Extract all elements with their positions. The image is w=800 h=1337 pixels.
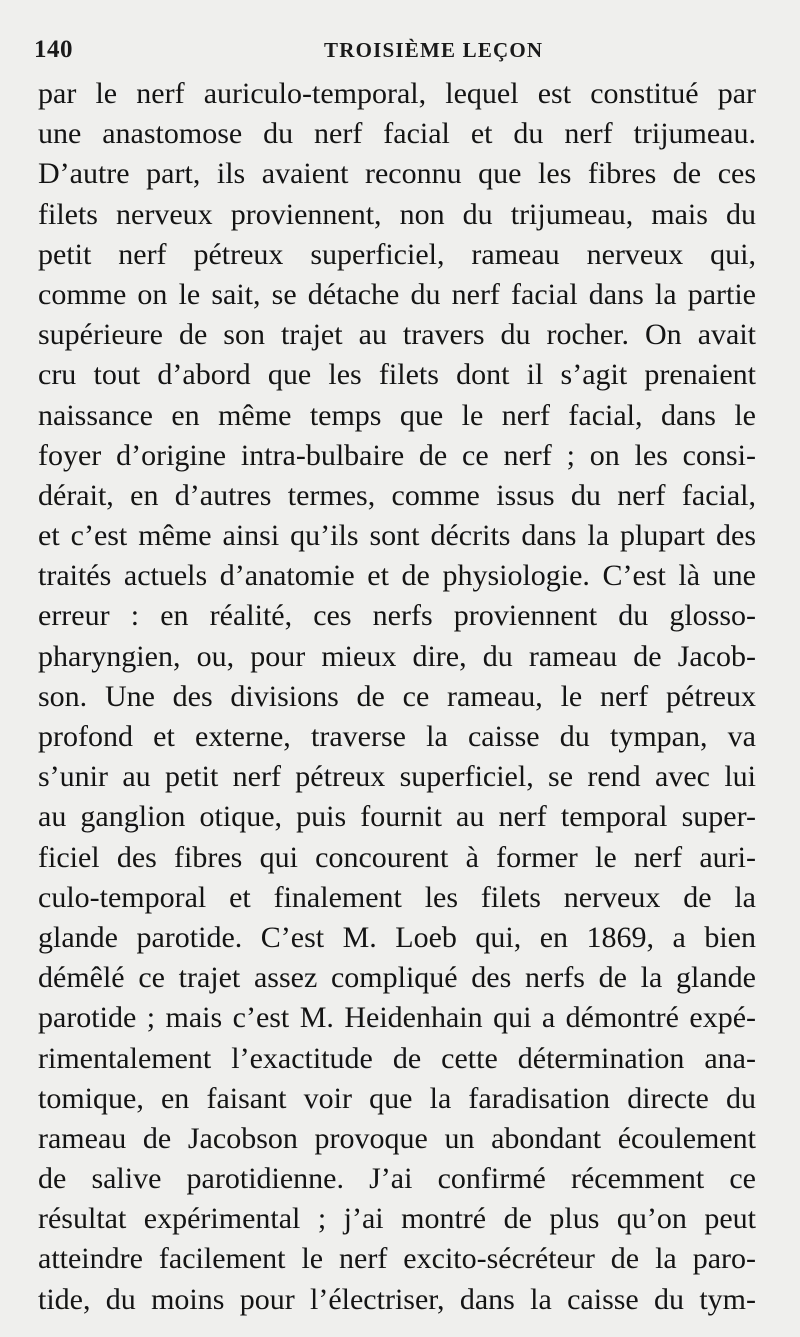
text-line: supérieure de son trajet au travers du rocher. On avait xyxy=(38,318,756,352)
text-line: profond et externe, traverse la caisse du tympan, va xyxy=(38,720,756,753)
page-number: 140 xyxy=(34,36,73,63)
text-line: erreur : en réalité, ces nerfs proviennent du glosso- xyxy=(38,599,756,633)
text-line: culo-temporal et finalement les filets nerveux de la xyxy=(38,880,756,914)
text-line: naissance en même temps que le nerf facial, dans le xyxy=(38,398,756,432)
body-text xyxy=(38,74,756,1320)
text-line: glande parotide. C’est M. Loeb qui, en 1869, a bien xyxy=(38,920,756,954)
page-header xyxy=(34,30,752,70)
text-line: son. Une des divisions de ce rameau, le nerf pétreux xyxy=(38,679,756,713)
text-line: tomique, en faisant voir que la faradisation directe du xyxy=(38,1081,756,1115)
text-line: atteindre facilement le nerf excito-sécréteur de la paro- xyxy=(38,1242,756,1276)
text-line: filets nerveux proviennent, non du trijumeau, mais du xyxy=(38,197,756,231)
text-line: s’unir au petit nerf pétreux superficiel, se rend avec lui xyxy=(38,760,756,794)
text-line: par le nerf auriculo-temporal, lequel est constitué par xyxy=(38,77,756,110)
text-line: comme on le sait, se détache du nerf facial dans la partie xyxy=(38,277,756,311)
text-line: démêlé ce trajet assez compliqué des nerfs de la glande xyxy=(38,961,756,995)
text-line: petit nerf pétreux superficiel, rameau nerveux qui, xyxy=(38,237,756,271)
text-line: rameau de Jacobson provoque un abondant écoulement xyxy=(38,1121,756,1155)
text-line: tide, du moins pour l’électriser, dans la caisse du tym- xyxy=(38,1282,756,1316)
text-line: cru tout d’abord que les filets dont il s’agit prenaient xyxy=(38,358,756,392)
text-line: de salive parotidienne. J’ai confirmé récemment ce xyxy=(38,1162,756,1196)
text-line: dérait, en d’autres termes, comme issus du nerf facial, xyxy=(38,478,756,512)
text-line: ficiel des fibres qui concourent à former le nerf auri- xyxy=(38,840,756,874)
text-line: traités actuels d’anatomie et de physiologie. C’est là une xyxy=(38,559,756,593)
text-line: pharyngien, ou, pour mieux dire, du rameau de Jacob- xyxy=(38,639,756,673)
text-line: une anastomose du nerf facial et du nerf trijumeau. xyxy=(38,117,756,151)
running-title: TROISIÈME LEÇON xyxy=(324,38,544,62)
text-line: rimentalement l’exactitude de cette détermination ana- xyxy=(38,1041,756,1075)
text-line: au ganglion otique, puis fournit au nerf temporal super- xyxy=(38,800,756,834)
text-line: D’autre part, ils avaient reconnu que les fibres de ces xyxy=(38,157,756,191)
text-line: parotide ; mais c’est M. Heidenhain qui a démontré expé- xyxy=(38,1001,756,1035)
text-line: foyer d’origine intra-bulbaire de ce nerf ; on les consi- xyxy=(38,438,756,472)
text-line: et c’est même ainsi qu’ils sont décrits dans la plupart des xyxy=(38,519,756,553)
text-line: résultat expérimental ; j’ai montré de plus qu’on peut xyxy=(38,1202,756,1236)
